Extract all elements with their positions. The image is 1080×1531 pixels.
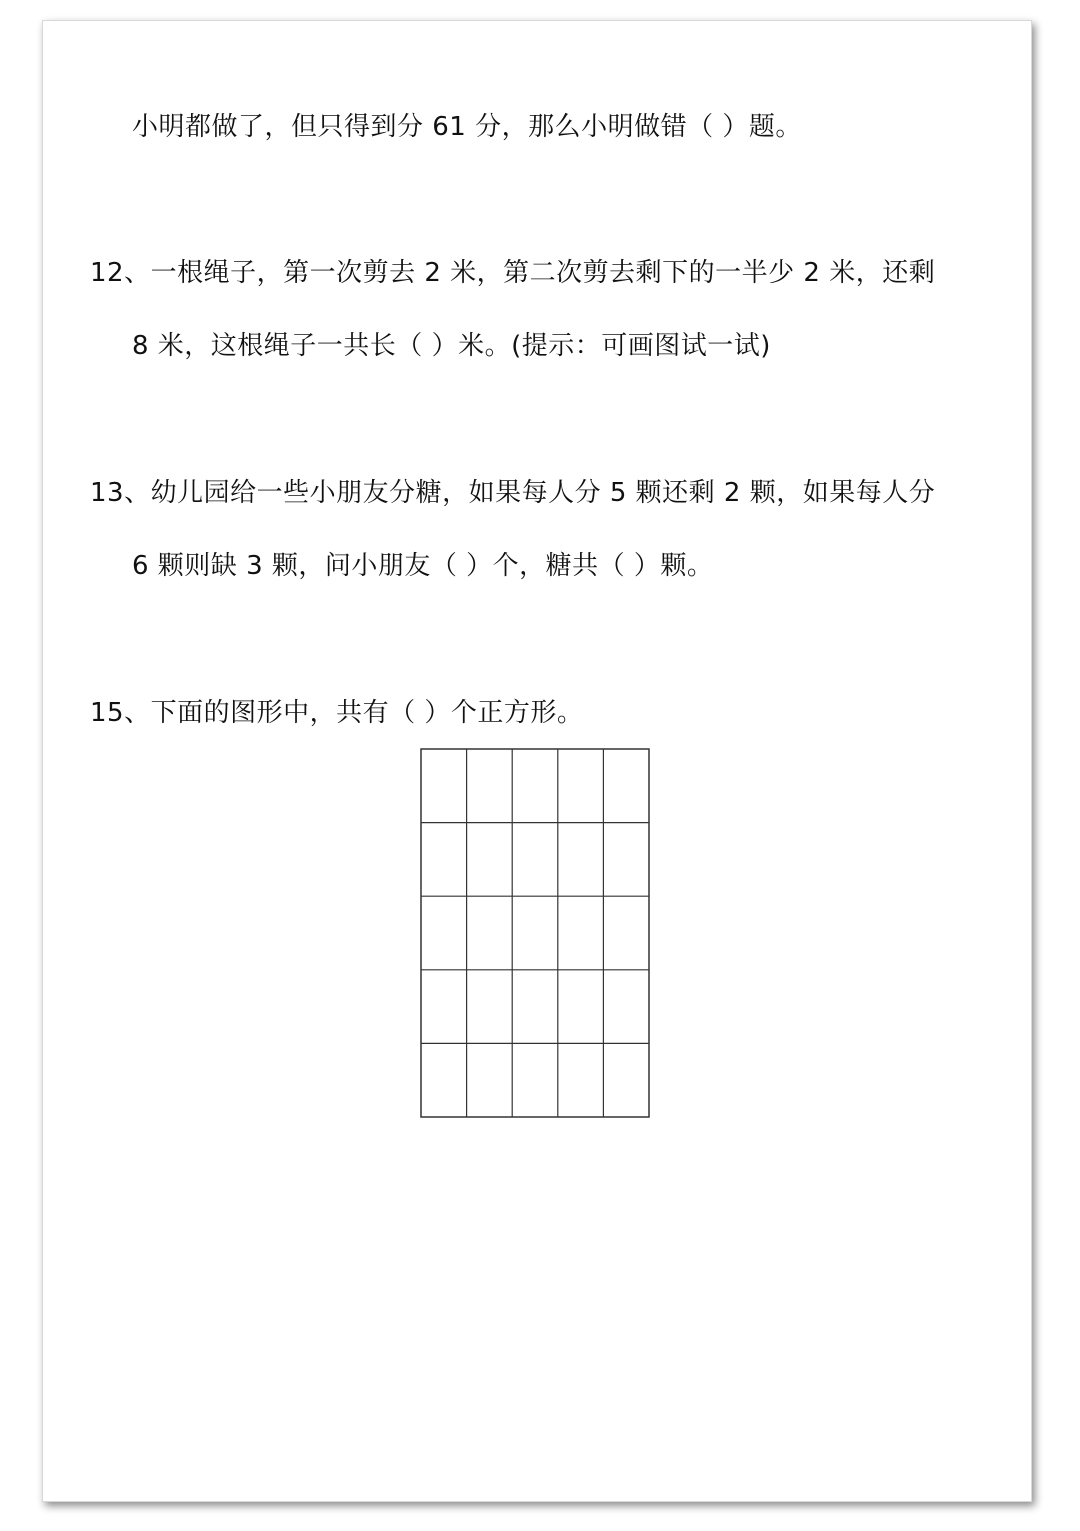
question-11-continuation: 小明都做了，但只得到分 61 分，那么小明做错（ ）题。 [132,112,802,142]
question-12-line-2: 8 米，这根绳子一共长（ ）米。(提示：可画图试一试) [132,331,771,361]
question-15-line-1: 15、下面的图形中，共有（ ）个正方形。 [90,698,584,728]
question-13-line-2: 6 颗则缺 3 颗，问小朋友（ ）个，糖共（ ）颗。 [132,551,714,581]
question-12-line-1: 12、一根绳子，第一次剪去 2 米，第二次剪去剩下的一半少 2 米，还剩 [90,258,936,288]
square-grid-figure [420,748,650,1118]
question-13-line-1: 13、幼儿园给一些小朋友分糖，如果每人分 5 颗还剩 2 颗，如果每人分 [90,478,936,508]
grid-border [421,749,649,1117]
grid-drawing [420,748,650,1118]
